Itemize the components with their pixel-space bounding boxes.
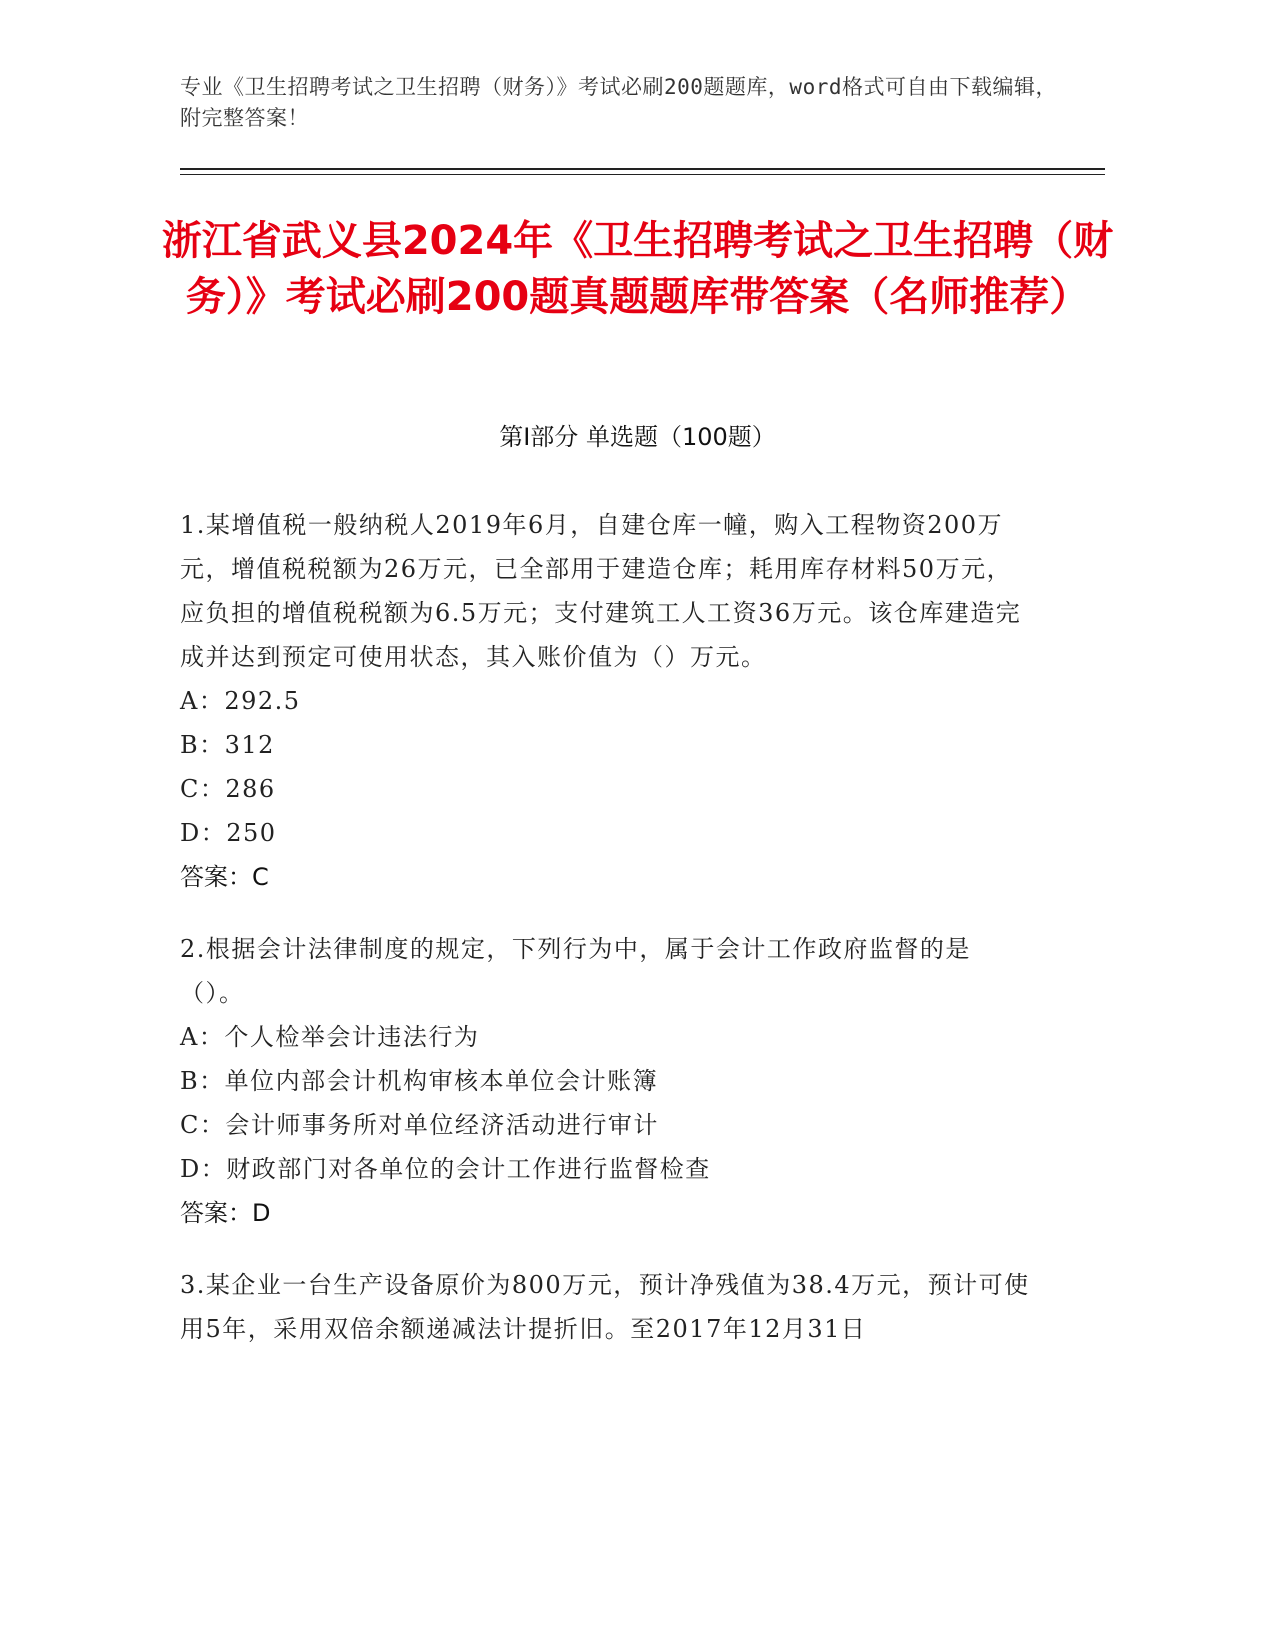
- option-a: A：个人检举会计违法行为: [180, 1023, 480, 1051]
- question-stem: 3.某企业一台生产设备原价为800万元，预计净残值为38.4万元，预计可使用5年，采用双倍余额递减法计提折旧。至2017年12月31日: [180, 1271, 1030, 1343]
- header-rule-thin: [180, 174, 1105, 175]
- question-2: [180, 927, 1030, 1235]
- section-heading: 第Ⅰ部分 单选题（100题）: [499, 423, 776, 451]
- document-title: 浙江省武义县2024年《卫生招聘考试之卫生招聘（财务）》考试必刷200题真题题库带答案（名师推荐）: [161, 218, 1114, 320]
- header-note: 专业《卫生招聘考试之卫生招聘（财务）》考试必刷200题题库，word格式可自由下载编辑，附完整答案！: [180, 75, 1057, 130]
- option-c: C：286: [180, 775, 276, 803]
- question-1: [180, 503, 1030, 899]
- answer-line: 答案：C: [180, 863, 269, 891]
- option-c: C：会计师事务所对单位经济活动进行审计: [180, 1111, 659, 1139]
- option-b: B：单位内部会计机构审核本单位会计账簿: [180, 1067, 659, 1095]
- answer-line: 答案：D: [180, 1199, 271, 1227]
- header-rule-thick: [180, 168, 1105, 170]
- question-stem: 2.根据会计法律制度的规定，下列行为中，属于会计工作政府监督的是（）。: [180, 935, 971, 1007]
- question-3: [180, 1263, 1030, 1351]
- option-d: D：250: [180, 819, 277, 847]
- question-stem: 1.某增值税一般纳税人2019年6月，自建仓库一幢，购入工程物资200万元，增值税税额为26万元，已全部用于建造仓库；耗用库存材料50万元，应负担的增值税税额为6.5万元；支付建筑工人工资36万元。该仓库建造完成并达到预定可使用状态，其入账价值为（）万元。: [180, 511, 1022, 671]
- option-a: A：292.5: [180, 687, 301, 715]
- option-d: D：财政部门对各单位的会计工作进行监督检查: [180, 1155, 711, 1183]
- question-list: [180, 503, 1030, 1379]
- option-b: B：312: [180, 731, 275, 759]
